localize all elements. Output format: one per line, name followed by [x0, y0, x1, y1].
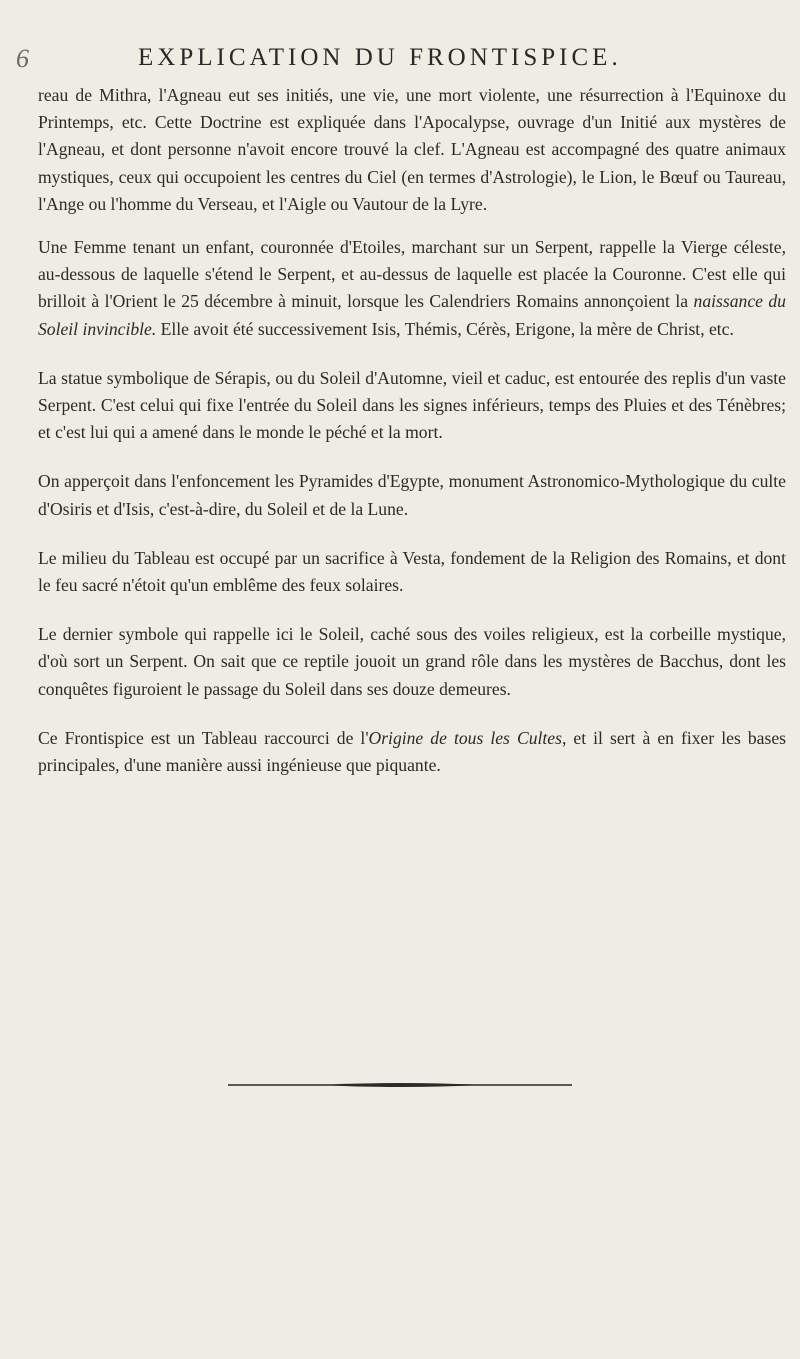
- page-header: [0, 44, 800, 80]
- paragraph-frontispice-text-a: Ce Frontispice est un Tableau raccourci de l': [38, 727, 369, 748]
- body-text: [38, 82, 786, 779]
- paragraph-pyramides: On apperçoit dans l'enfoncement les Pyramides d'Egypte, monument Astronomico-Mythologique du culte d'Osiris et d'Isis, c'est-à-dire, du Soleil et de la Lune.: [38, 471, 786, 519]
- paragraph-frontispice-italic: Origine de tous les Cultes: [368, 727, 562, 748]
- paragraph-vesta: Le milieu du Tableau est occupé par un sacrifice à Vesta, fondement de la Religion des Romains, et dont le feu sacré n'étoit qu'un emblême des feux solaires.: [38, 547, 786, 596]
- running-title: EXPLICATION DU FRONTISPICE.: [138, 44, 622, 71]
- paragraph-frontispice-text-b: , et il sert à en fixer les bases principales, d'une manière aussi ingénieuse que piquante.: [38, 727, 786, 776]
- divider-rule-icon: [228, 1081, 572, 1089]
- paragraph-frontispice: [38, 725, 786, 779]
- paragraph-femme-text-a: Une Femme tenant un enfant, couronnée d'Etoiles, marchant sur un Serpent, rappelle la Vierge céleste, au-dessous de laquelle s'étend le Serpent, et au-dessus de laquelle est placée la Couronne. C'est elle qui brilloit à l'Orient le 25 décembre à minuit, lorsque les Calendriers Romains annonçoient la: [38, 237, 786, 312]
- ornamental-divider: [228, 1081, 572, 1089]
- page-number: 6: [16, 44, 29, 73]
- paragraph-femme-vierge: [38, 234, 786, 343]
- paragraph-femme-text-b: Elle avoit été successivement Isis, Thémis, Cérès, Erigone, la mère de Christ, etc.: [156, 318, 734, 339]
- paragraph-mithra-agneau: reau de Mithra, l'Agneau eut ses initiés, une vie, une mort violente, une résurrection à l'Equinoxe du Printemps, etc. Cette Doctrine est expliquée dans l'Apocalypse, ouvrage d'un Initié aux mystères de l'Agneau, et dont personne n'avoit encore trouvé la clef. L'Agneau est accompagné des quatre animaux mystiques, ceux qui occupoient les centres du Ciel (en termes d'Astrologie), le Lion, le Bœuf ou Taureau, l'Ange ou l'homme du Verseau, et l'Aigle ou Vautour de la Lyre.: [38, 85, 786, 214]
- paragraph-femme-italic: naissance du Soleil invincible.: [38, 291, 786, 339]
- paragraph-serapis: La statue symbolique de Sérapis, ou du Soleil d'Automne, vieil et caduc, est entourée des replis d'un vaste Serpent. C'est celui qui fixe l'entrée du Soleil dans les signes inférieurs, temps des Pluies et des Ténèbres; et c'est lui qui a amené dans le monde le péché et la mort.: [38, 367, 786, 443]
- paragraph-corbeille: Le dernier symbole qui rappelle ici le Soleil, caché sous des voiles religieux, est la corbeille mystique, d'où sort un Serpent. On sait que ce reptile jouoit un grand rôle dans les mystères de Bacchus, dont les conquêtes figuroient le passage du Soleil dans ses douze demeures.: [38, 624, 786, 699]
